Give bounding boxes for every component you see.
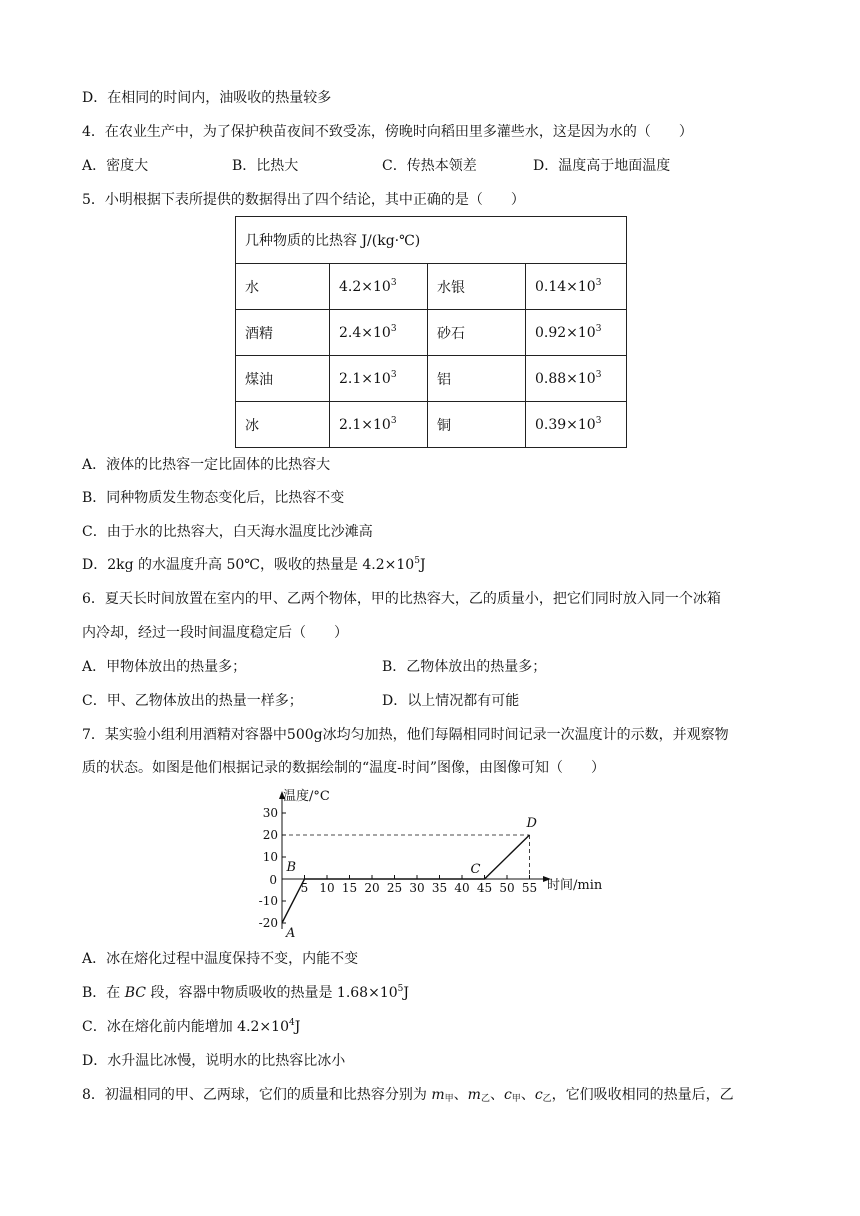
x-tick-label: 10 bbox=[319, 881, 335, 895]
y-tick-label: -20 bbox=[258, 916, 278, 930]
table-cell: $0.14\times 10^3$ bbox=[526, 264, 627, 310]
table-cell: 砂石 bbox=[428, 310, 526, 356]
specific-heat-table bbox=[235, 216, 627, 448]
table-cell: $0.88\times 10^3$ bbox=[526, 356, 627, 402]
table-row bbox=[236, 310, 627, 356]
q4-option-c: C．传热本领差 bbox=[382, 158, 477, 174]
q6-option-d: D．以上情况都有可能 bbox=[382, 693, 520, 709]
x-tick-label: 55 bbox=[521, 881, 538, 895]
q7-stem-line2: 质的状态。如图是他们根据记录的数据绘制的“温度-时间”图像，由图像可知（ ） bbox=[82, 760, 606, 776]
y-tick-label: 20 bbox=[262, 828, 278, 842]
q4-stem: 4．在农业生产中，为了保护秧苗夜间不致受冻，傍晚时向稻田里多灌些水，这是因为水的（ ） bbox=[82, 124, 693, 140]
table-cell: $2.1\times 10^3$ bbox=[330, 402, 428, 448]
q5-option-b: B．同种物质发生物态变化后，比热容不变 bbox=[82, 490, 345, 506]
x-axis-label: 时间/min bbox=[547, 878, 603, 893]
origin-label: 0 bbox=[269, 873, 277, 887]
q6-option-c: C．甲、乙物体放出的热量一样多； bbox=[82, 693, 303, 709]
table-row bbox=[236, 264, 627, 310]
x-tick-label: 25 bbox=[386, 881, 403, 895]
table-cell: $2.4\times 10^3$ bbox=[330, 310, 428, 356]
q3-option-d: D．在相同的时间内，油吸收的热量较多 bbox=[82, 90, 332, 106]
table-cell: 铜 bbox=[428, 402, 526, 448]
x-tick-label: 40 bbox=[454, 881, 470, 895]
table-row bbox=[236, 356, 627, 402]
q7-option-d: D．水升温比冰慢，说明水的比热容比冰小 bbox=[82, 1053, 346, 1069]
x-tick-label: 35 bbox=[431, 881, 448, 895]
table-cell: $4.2\times 10^3$ bbox=[330, 264, 428, 310]
table-header: 几种物质的比热容 J/(kg·℃) bbox=[236, 217, 627, 264]
table-cell: $0.39\times 10^3$ bbox=[526, 402, 627, 448]
q5-option-c: C．由于水的比热容大，白天海水温度比沙滩高 bbox=[82, 524, 373, 540]
table-cell: 冰 bbox=[236, 402, 330, 448]
x-tick-label: 30 bbox=[409, 881, 425, 895]
q6-option-a: A．甲物体放出的热量多； bbox=[82, 659, 247, 675]
x-tick-label: 20 bbox=[364, 881, 380, 895]
q4-option-d: D．温度高于地面温度 bbox=[533, 158, 671, 174]
table-cell: 煤油 bbox=[236, 356, 330, 402]
x-tick-label: 15 bbox=[341, 881, 358, 895]
y-tick-label: 10 bbox=[262, 850, 278, 864]
q7-stem-line1: 7．某实验小组利用酒精对容器中500g冰均匀加热，他们每隔相同时间记录一次温度计的示数，并观察物 bbox=[82, 727, 729, 743]
q5-option-a: A．液体的比热容一定比固体的比热容大 bbox=[82, 457, 331, 473]
q7-option-a: A．冰在熔化过程中温度保持不变，内能不变 bbox=[82, 951, 359, 967]
q6-stem-line1: 6．夏天长时间放置在室内的甲、乙两个物体，甲的比热容大，乙的质量小，把它们同时放入同一个冰箱 bbox=[82, 591, 721, 607]
point-label-b: B bbox=[286, 860, 297, 875]
y-axis-label: 温度/°C bbox=[283, 789, 330, 804]
temperature-time-chart bbox=[250, 786, 620, 946]
q7-option-c: C．冰在熔化前内能增加 $4.2\times 10^4J$ bbox=[82, 1018, 301, 1035]
table-cell: 酒精 bbox=[236, 310, 330, 356]
q8-stem: 8．初温相同的甲、乙两球，它们的质量和比热容分别为 $m_甲$、$m_乙$、$c_甲$、$c_乙$，它们吸收相同的热量后，乙 bbox=[82, 1087, 734, 1104]
table-cell: 铝 bbox=[428, 356, 526, 402]
table-row bbox=[236, 402, 627, 448]
y-tick-label: 30 bbox=[262, 806, 278, 820]
x-tick-label: 5 bbox=[300, 881, 309, 895]
x-tick-label: 45 bbox=[476, 881, 493, 895]
y-tick-label: -10 bbox=[258, 894, 278, 908]
q4-option-b: B．比热大 bbox=[232, 158, 299, 174]
point-label-c: C bbox=[470, 862, 481, 877]
table-cell: 水 bbox=[236, 264, 330, 310]
point-label-d: D bbox=[526, 816, 537, 831]
q4-option-a: A．密度大 bbox=[82, 158, 149, 174]
q5-stem: 5．小明根据下表所提供的数据得出了四个结论，其中正确的是（ ） bbox=[82, 192, 525, 208]
q6-stem-line2: 内冷却，经过一段时间温度稳定后（ ） bbox=[82, 625, 348, 641]
table-cell: $2.1\times 10^3$ bbox=[330, 356, 428, 402]
x-tick-label: 50 bbox=[499, 881, 515, 895]
table-cell: $0.92\times 10^3$ bbox=[526, 310, 627, 356]
q7-option-b: B．在 BC 段，容器中物质吸收的热量是 $1.68\times 10^5J$ bbox=[82, 984, 409, 1001]
q6-option-b: B．乙物体放出的热量多； bbox=[382, 659, 547, 675]
point-label-a: A bbox=[286, 926, 296, 941]
q5-option-d: D．2kg 的水温度升高 50℃，吸收的热量是 $4.2\times 10^5J$ bbox=[82, 556, 426, 573]
table-cell: 水银 bbox=[428, 264, 526, 310]
